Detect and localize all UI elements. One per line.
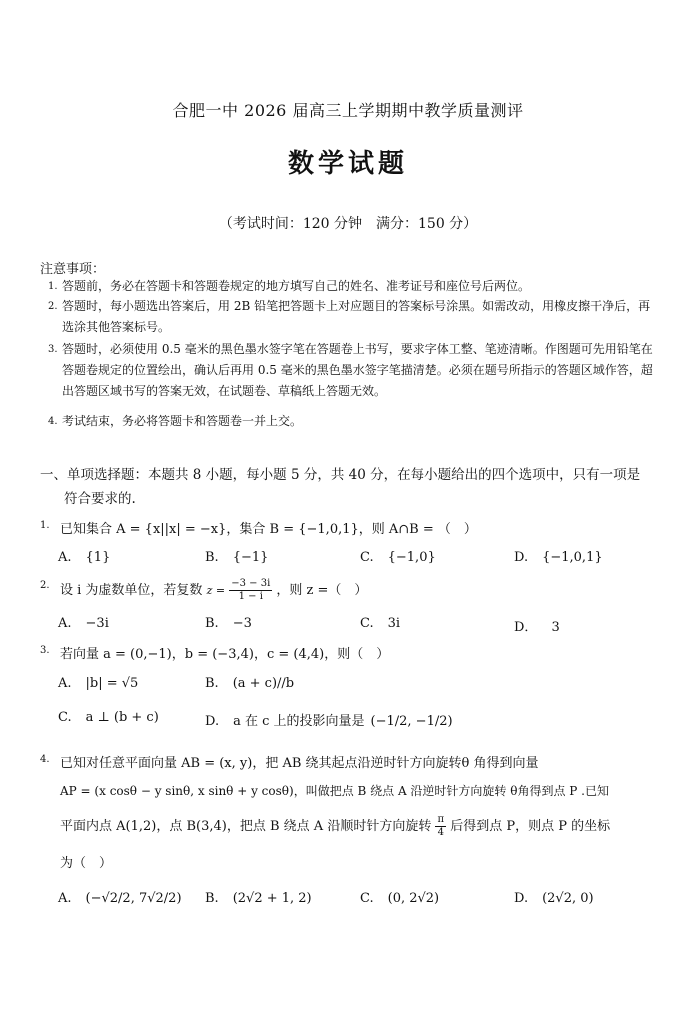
q1-option-a[interactable]: A. {1} [58, 550, 111, 565]
q2-option-c[interactable]: C. 3i [360, 616, 401, 631]
question-stem-line1: 已知对任意平面向量 AB = (x, y)，把 AB 绕其起点沿逆时针方向旋转θ 角得到向量 [60, 756, 539, 771]
q2-option-b[interactable]: B. −3 [205, 616, 252, 631]
question-4-line2: AP = (x cosθ − y sinθ, x sinθ + y cosθ)，叫做把点 B 绕点 A 沿逆时针方向旋转 θ角得到点 P .已知 [60, 784, 609, 798]
question-number: 4. [40, 754, 50, 765]
question-number: 1. [40, 520, 50, 531]
section-heading-line2: 符合要求的. [64, 491, 136, 507]
exam-info: （考试时间：120 分钟 满分：150 分） [218, 216, 478, 232]
question-stem: 设 i 为虚数单位，若复数 z = $\frac{-3 - 3i}{1 - i}$ ，则 z =（ ） [60, 578, 368, 602]
q4-option-c[interactable]: C. (0, 2√2) [360, 891, 440, 906]
projection-vector: (−1/2, −1/2) [370, 714, 453, 729]
q2-option-d[interactable]: D． 3 [514, 620, 560, 635]
section-heading [40, 463, 650, 511]
notice-item [48, 296, 654, 338]
q3-option-c[interactable]: C. a ⊥ (b + c) [58, 710, 159, 725]
q4-option-b[interactable]: B. (2√2 + 1, 2) [205, 891, 312, 906]
question-stem: 已知集合 A = {x||x| = −x}，集合 B = {−1,0,1}，则 A∩B = （ ） [60, 522, 477, 537]
notice-text: 答题时，必须使用 0.5 毫米的黑色墨水签字笔在答题卷上书写，要求字体工整、笔迹清晰。作图题可先用铅笔在答题卷规定的位置绘出，确认后再用 0.5 毫米的黑色墨水签字笔描清楚。必须在题号所指示的答题区域作答，超出答题区域书写的答案无效，在试题卷、草稿纸上答题无效。 [62, 342, 653, 398]
notice-text: 答题前，务必在答题卡和答题卷规定的地方填写自己的姓名、准考证号和座位号后两位。 [62, 279, 531, 293]
notice-text: 考试结束，务必将答题卡和答题卷一并上交。 [62, 414, 303, 428]
q1-option-d[interactable]: D. {−1,0,1} [514, 550, 603, 565]
q2-option-a[interactable]: A. −3i [58, 616, 109, 631]
q3-option-d[interactable]: D. a 在 c 上的投影向量是 (−1/2, −1/2) [205, 714, 453, 729]
notice-number: 3. [48, 344, 58, 355]
section-heading-line1: 一、单项选择题：本题共 8 小题，每小题 5 分，共 40 分，在每小题给出的四个选项中，只有一项是 [40, 467, 641, 483]
q4-option-a[interactable]: A. (−√2/2, 7√2/2) [58, 891, 182, 906]
notice-item [48, 339, 654, 402]
notice-item [48, 276, 654, 297]
question-4-line3: 平面内点 A(1,2)，点 B(3,4)，把点 B 绕点 A 沿顺时针方向旋转 $\frac{\pi}{4}$ 后得到点 P，则点 P 的坐标 [60, 814, 611, 838]
notice-item [48, 411, 654, 432]
q3-option-b[interactable]: B. (a + c)//b [205, 676, 295, 691]
q1-option-b[interactable]: B. {−1} [205, 550, 269, 565]
notice-text: 答题时，每小题选出答案后，用 2B 铅笔把答题卡上对应题目的答案标号涂黑。如需改动，用橡皮擦干净后，再选涂其他答案标号。 [62, 299, 651, 334]
question-number: 2. [40, 580, 50, 591]
notice-heading: 注意事项： [40, 262, 106, 277]
question-stem: 若向量 a = (0,−1)，b = (−3,4)，c = (4,4)，则（ ） [60, 647, 390, 662]
notice-number: 1. [48, 281, 58, 292]
question-number: 3. [40, 645, 50, 656]
notice-number: 4. [48, 416, 58, 427]
fraction: $\frac{\pi}{4}$ [437, 814, 445, 838]
q3-option-a[interactable]: A. |b| = √5 [58, 676, 139, 691]
exam-title: 数学试题 [287, 149, 408, 179]
q4-option-d[interactable]: D. (2√2, 0) [514, 891, 594, 906]
question-4-line4: 为（ ） [60, 856, 113, 871]
q1-option-c[interactable]: C. {−1,0} [360, 550, 436, 565]
school-title: 合肥一中 2026 届高三上学期期中教学质量测评 [172, 101, 524, 120]
notice-number: 2. [48, 301, 58, 312]
fraction: $\frac{-3 - 3i}{1 - i}$ [231, 578, 271, 602]
